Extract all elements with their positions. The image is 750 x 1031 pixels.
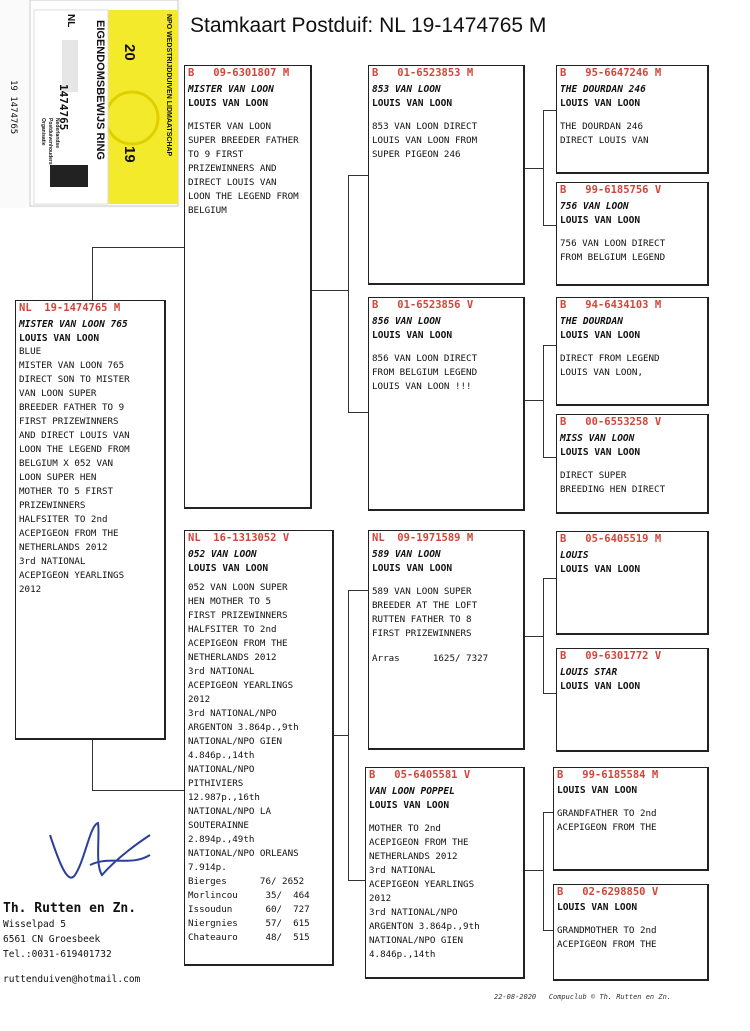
card-pigeon-name: 856 VAN LOON: [372, 316, 441, 327]
ring-brand-1: Nederlandse: [54, 118, 60, 149]
card-description: MOTHER TO 2nd ACEPIGEON FROM THE NETHERLANDS 2012 3rd NATIONAL ACEPIGEON YEARLINGS 2012 3rd NATIONAL/NPO ARGENTON 3.864p.,9th NATIONAL/NPO GIEN 4.846p.,14th: [369, 823, 480, 960]
card-description: THE DOURDAN 246 DIRECT LOUIS VAN: [560, 121, 649, 146]
pedigree-card-ffm: [556, 182, 709, 286]
owner-email[interactable]: ruttenduiven@hotmail.com: [3, 974, 141, 985]
connector: [92, 247, 93, 300]
card-breeder: LOUIS VAN LOON: [560, 681, 641, 692]
card-ring-number: NL 09-1971589 M: [372, 532, 474, 544]
card-pigeon-name: LOUIS STAR: [560, 667, 618, 678]
owner-name: Th. Rutten en Zn.: [3, 901, 137, 916]
card-ring-number: B 00-6553258 V: [560, 416, 662, 428]
connector: [543, 578, 544, 693]
owner-phone: Tel.:0031-619401732: [3, 949, 112, 960]
result-row: Morlincou 35/ 464: [188, 890, 310, 901]
result-row: Bierges 76/ 2652: [188, 876, 305, 887]
card-breeder: LOUIS VAN LOON: [369, 800, 450, 811]
card-ring-number: B 99-6185756 V: [560, 184, 662, 196]
connector: [543, 110, 544, 225]
connector: [543, 693, 556, 694]
card-description: DIRECT SUPER BREEDING HEN DIRECT: [560, 470, 666, 495]
connector: [543, 225, 556, 226]
result-row: Arras 1625/ 7327: [372, 653, 489, 664]
card-ring-number: B 09-6301772 V: [560, 650, 662, 662]
card-breeder: LOUIS VAN LOON: [372, 330, 453, 341]
footer-credit: 22-08-2020 Compuclub © Th. Rutten en Zn.: [494, 993, 672, 1001]
card-description: GRANDFATHER TO 2nd ACEPIGEON FROM THE: [557, 808, 657, 833]
connector: [525, 636, 543, 637]
pedigree-card-fmf: [556, 297, 709, 406]
pedigree-card-mmm: [553, 884, 709, 981]
card-ring-number: B 05-6405519 M: [560, 533, 662, 545]
card-breeder: LOUIS VAN LOON: [188, 563, 269, 574]
pedigree-card-mother: [184, 530, 334, 966]
connector: [543, 110, 556, 111]
card-ring-number: B 01-6523853 M: [372, 67, 474, 79]
card-pigeon-name: MISTER VAN LOON 765: [19, 319, 128, 330]
card-breeder: LOUIS VAN LOON: [560, 215, 641, 226]
card-ring-number: B 05-6405581 V: [369, 769, 471, 781]
connector: [525, 168, 543, 169]
owner-street: Wisselpad 5: [3, 919, 66, 930]
card-pigeon-name: MISTER VAN LOON: [188, 84, 274, 95]
card-pigeon-name: VAN LOON POPPEL: [369, 786, 455, 797]
card-description: 856 VAN LOON DIRECT FROM BELGIUM LEGEND LOUIS VAN LOON !!!: [372, 353, 478, 392]
ring-number: 1474765: [57, 84, 70, 131]
card-breeder: LOUIS VAN LOON: [560, 564, 641, 575]
connector: [348, 175, 349, 412]
ring-side-number: 19 1474765: [8, 80, 18, 135]
signature: [40, 805, 170, 895]
connector: [543, 345, 544, 457]
pedigree-card-mm: [365, 767, 525, 979]
ring-brand-3: Organisatie: [40, 118, 46, 146]
card-ring-number: NL 19-1474765 M: [19, 302, 121, 314]
card-description: DIRECT FROM LEGEND LOUIS VAN LOON,: [560, 353, 660, 378]
pedigree-card-father: [184, 65, 312, 509]
result-row: Issoudun 60/ 727: [188, 904, 310, 915]
card-description: 052 VAN LOON SUPER HEN MOTHER TO 5 FIRST PRIZEWINNERS HALFSITER TO 2nd ACEPIGEON FROM THE NETHERLANDS 2012 3rd NATIONAL ACEPIGEON YEARLINGS 2012 3rd NATIONAL/NPO ARGENTON 3.864p.,9th NATIONAL/NPO GIEN 4.846p.,14th NATIONAL/NPO PITHIVIERS 12.987p.,16th NATIONAL/NPO LA SOUTERAINNE 2.894p.,49th NATIONAL/NPO ORLEANS 7.914p.: [188, 582, 299, 873]
pedigree-card-mf: [368, 530, 525, 750]
connector: [334, 735, 348, 736]
connector: [543, 812, 544, 930]
card-description: 589 VAN LOON SUPER BREEDER AT THE LOFT RUTTEN FATHER TO 8 FIRST PRIZEWINNERS: [372, 586, 478, 639]
connector: [525, 400, 543, 401]
pedigree-card-mfm: [556, 648, 709, 752]
page-title: Stamkaart Postduif: NL 19-1474765 M: [190, 14, 547, 37]
owner-city: 6561 CN Groesbeek: [3, 934, 101, 945]
ring-year-suffix: 19: [121, 146, 138, 163]
card-breeder: LOUIS VAN LOON: [188, 98, 269, 109]
pedigree-card-subject: [15, 300, 166, 740]
card-breeder: LOUIS VAN LOON: [372, 563, 453, 574]
card-breeder: LOUIS VAN LOON: [372, 98, 453, 109]
card-breeder: LOUIS VAN LOON: [557, 785, 638, 796]
pedigree-card-fff: [556, 65, 709, 174]
pedigree-card-mmf: [553, 767, 709, 871]
card-pigeon-name: THE DOURDAN 246: [560, 84, 646, 95]
connector: [543, 457, 556, 458]
card-breeder: LOUIS VAN LOON: [560, 98, 641, 109]
owner-info: [3, 900, 136, 962]
card-description: GRANDMOTHER TO 2nd ACEPIGEON FROM THE: [557, 925, 657, 950]
card-description: 756 VAN LOON DIRECT FROM BELGIUM LEGEND: [560, 238, 666, 263]
connector: [525, 870, 543, 871]
card-pigeon-name: LOUIS: [560, 550, 589, 561]
card-breeder: LOUIS VAN LOON: [19, 333, 100, 344]
card-description: 853 VAN LOON DIRECT LOUIS VAN LOON FROM SUPER PIGEON 246: [372, 121, 478, 160]
ring-certificate-graphic: [0, 0, 182, 208]
card-description: BLUE MISTER VAN LOON 765 DIRECT SON TO MISTER VAN LOON SUPER BREEDER FATHER TO 9 FIRST PRIZEWINNERS AND DIRECT LOUIS VAN LOON THE LEGEND FROM BELGIUM X 052 VAN LOON SUPER HEN MOTHER TO 5 FIRST PRIZEWINNERS HALFSITER TO 2nd ACEPIGEON FROM THE NETHERLANDS 2012 3rd NATIONAL ACEPIGEON YEARLINGS 2012: [19, 346, 130, 595]
card-pigeon-name: 756 VAN LOON: [560, 201, 629, 212]
card-breeder: LOUIS VAN LOON: [560, 330, 641, 341]
card-ring-number: B 09-6301807 M: [188, 67, 290, 79]
card-pigeon-name: 052 VAN LOON: [188, 549, 257, 560]
connector: [348, 175, 368, 176]
result-row: Niergnies 57/ 615: [188, 918, 310, 929]
connector: [348, 412, 368, 413]
card-breeder: LOUIS VAN LOON: [557, 902, 638, 913]
pedigree-card-mff: [556, 531, 709, 635]
connector: [348, 590, 368, 591]
connector: [92, 740, 93, 790]
ring-brand-2: Postduivenhouders: [47, 118, 53, 165]
ring-year: 20: [121, 44, 138, 61]
connector: [543, 578, 556, 579]
pedigree-card-fm: [368, 297, 525, 511]
card-ring-number: B 95-6647246 M: [560, 67, 662, 79]
pedigree-card-ff: [368, 65, 525, 285]
connector: [348, 590, 349, 880]
connector: [312, 290, 348, 291]
card-ring-number: B 01-6523856 V: [372, 299, 474, 311]
ring-certificate: [0, 0, 182, 208]
card-pigeon-name: THE DOURDAN: [560, 316, 623, 327]
card-pigeon-name: 853 VAN LOON: [372, 84, 441, 95]
card-ring-number: NL 16-1313052 V: [188, 532, 290, 544]
card-ring-number: B 02-6298850 V: [557, 886, 659, 898]
card-ring-number: B 94-6434103 M: [560, 299, 662, 311]
connector: [92, 247, 184, 248]
card-ring-number: B 99-6185584 M: [557, 769, 659, 781]
ring-header: NPO WEDSTRIJDDUIVEN LIDMAATSCHAP: [165, 14, 172, 157]
card-description: MISTER VAN LOON SUPER BREEDER FATHER TO 9 FIRST PRIZEWINNERS AND DIRECT LOUIS VAN LOON THE LEGEND FROM BELGIUM: [188, 121, 299, 216]
card-pigeon-name: MISS VAN LOON: [560, 433, 635, 444]
result-row: Chateauro 48/ 515: [188, 932, 310, 943]
ring-label: EIGENDOMSBEWIJS RING: [94, 20, 106, 160]
pedigree-card-fmm: [556, 414, 709, 514]
card-breeder: LOUIS VAN LOON: [560, 447, 641, 458]
card-pigeon-name: 589 VAN LOON: [372, 549, 441, 560]
connector: [92, 790, 184, 791]
connector: [543, 345, 556, 346]
ring-country: NL: [65, 14, 76, 28]
